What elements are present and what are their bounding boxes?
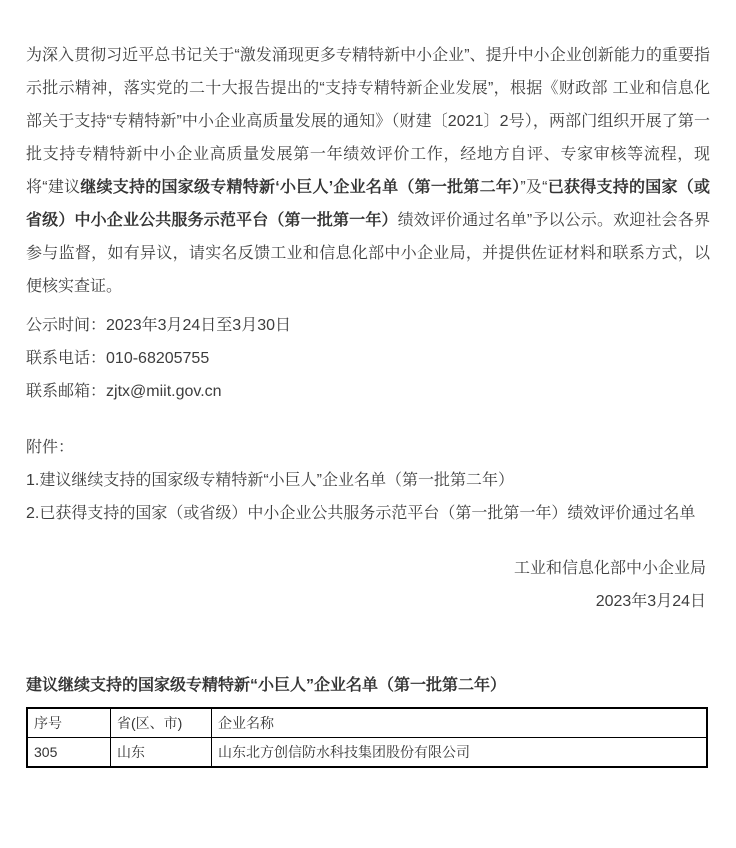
- contact-phone-value: 010-68205755: [106, 350, 210, 367]
- contact-phone-label: 联系电话：: [26, 350, 107, 367]
- signature-block: [26, 552, 710, 618]
- paragraph-tail-text: 绩效评价通过名单”予以公示。欢迎社会各界参与监督，如有异议，请实名反馈工业和信息化部中小企业局，并提供佐证材料和联系方式，以便核实查证。: [26, 212, 710, 295]
- company-table: [26, 707, 708, 768]
- attachments-heading: 附件：: [26, 439, 75, 456]
- attachment-item-1: 1.建议继续支持的国家级专精特新“小巨人”企业名单（第一批第二年）: [26, 472, 515, 489]
- notice-paragraph: [26, 39, 710, 303]
- header-cell-province: 省(区、市): [111, 708, 212, 738]
- publicity-period-label: 公示时间：: [26, 317, 107, 334]
- contact-email-label: 联系邮箱：: [26, 383, 107, 400]
- contact-phone-line: [26, 342, 710, 375]
- paragraph-middle-text: ”及“: [520, 179, 548, 196]
- issue-date: 2023年3月24日: [595, 593, 706, 610]
- contact-email-value: zjtx@miit.gov.cn: [106, 383, 222, 400]
- publicity-period-value: 2023年3月24日至3月30日: [106, 317, 292, 334]
- header-cell-company: 企业名称: [212, 708, 708, 738]
- cell-company: 山东北方创信防水科技集团股份有限公司: [212, 738, 708, 768]
- table-title: 建议继续支持的国家级专精特新“小巨人”企业名单（第一批第二年）: [26, 677, 507, 694]
- bold-list-title-2: 已获得支持的国家（或省级）中小企业公共服务示范平台（第一批第一年）: [26, 179, 710, 229]
- header-cell-index: 序号: [27, 708, 111, 738]
- publicity-period-line: [26, 309, 710, 342]
- table-row: [27, 738, 707, 768]
- contact-block: [26, 309, 710, 408]
- paragraph-lead-text: 为深入贯彻习近平总书记关于“激发涌现更多专精特新中小企业”、提升中小企业创新能力的重要指示批示精神，落实党的二十大报告提出的“支持专精特新企业发展”，根据《财政部 工业和信息化部关于支持“专精特新”中小企业高质量发展的通知》（财建〔2021〕2号），两部门组织开展了第一批支持专精特新中小企业高质量发展第一年绩效评价工作，经地方自评、专家审核等流程，现将“建议: [26, 47, 710, 196]
- cell-index: 305: [27, 738, 111, 768]
- issuer-organization: 工业和信息化部中小企业局: [513, 560, 706, 577]
- attachment-item-2: 2.已获得支持的国家（或省级）中小企业公共服务示范平台（第一批第一年）绩效评价通过名单: [26, 505, 696, 522]
- table-header-row: [27, 708, 707, 738]
- contact-email-line: [26, 375, 710, 408]
- attachments-block: [26, 431, 710, 530]
- cell-province: 山东: [111, 738, 212, 768]
- bold-list-title-1: 继续支持的国家级专精特新‘小巨人’企业名单（第一批第二年）: [80, 179, 521, 196]
